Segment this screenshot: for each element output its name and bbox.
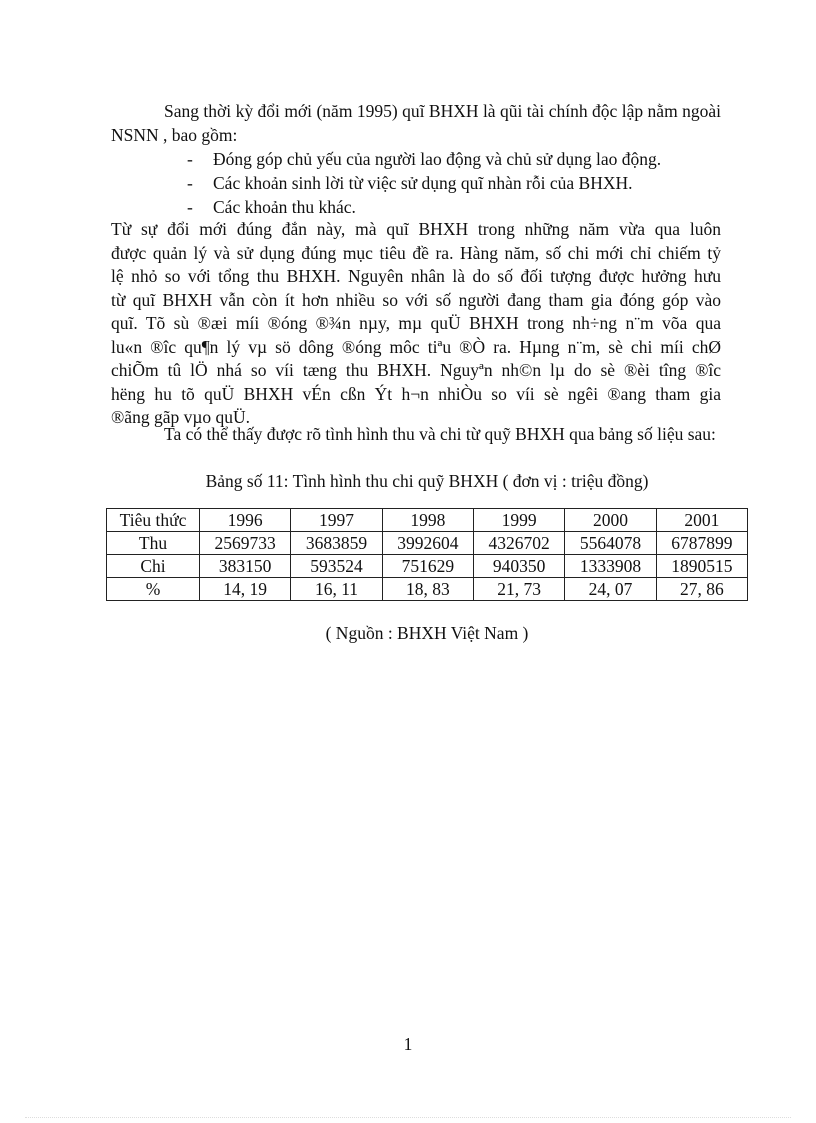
- list-marker: -: [187, 197, 193, 217]
- table-row: [107, 532, 748, 555]
- paragraph-line: được quản lý và sử dụng đúng mục tiêu đề ra. Hàng năm, số chi mới chỉ chiếm tỷ: [111, 242, 721, 263]
- table-cell: 14, 19: [200, 578, 291, 601]
- table-header-row: [107, 509, 748, 532]
- table-cell: 27, 86: [656, 578, 747, 601]
- revenue-sources-list: [187, 147, 661, 219]
- paragraph-line: chiÕm tû lÖ nhá so víi tæng thu BHXH. Nguyªn nh©n lµ do sè ®èi tîng ®îc: [111, 360, 721, 380]
- table-row: [107, 578, 748, 601]
- page-bottom-divider: [25, 1117, 791, 1118]
- table-cell: 3683859: [291, 532, 382, 555]
- list-item-text: Đóng góp chủ yếu của người lao động và chủ sử dụng lao động.: [213, 149, 662, 169]
- paragraph-line: lệ nhỏ so với tổng thu BHXH. Nguyên nhân là do số đối tượng được hưởng hưu: [111, 266, 721, 286]
- table-caption: Bảng số 11: Tình hình thu chi quỹ BHXH ( đơn vị : triệu đồng): [205, 471, 649, 491]
- table-cell: 3992604: [382, 532, 473, 555]
- paragraph-line: lu«n ®îc qu¶n lý vµ sö dông ®óng môc tiªu ®Ò ra. Hµng n¨m, sè chi míi chØ: [111, 336, 721, 357]
- list-item: [187, 171, 661, 195]
- paragraph-intro: Sang thời kỳ đổi mới (năm 1995) quĩ BHXH là qũi tài chính độc lập nằm ngoài NSNN , bao gồm:: [111, 101, 721, 145]
- table-cell: %: [107, 578, 200, 601]
- list-marker: -: [187, 173, 193, 193]
- list-item-text: Các khoản sinh lời từ việc sử dụng quĩ nhàn rỗi của BHXH.: [213, 173, 633, 193]
- list-item: [187, 195, 661, 219]
- page-number: 1: [403, 1034, 413, 1054]
- table-cell: 2569733: [200, 532, 291, 555]
- table-cell: 18, 83: [382, 578, 473, 601]
- table-cell: 593524: [291, 555, 382, 578]
- table-cell: 5564078: [565, 532, 656, 555]
- table-cell: Thu: [107, 532, 200, 555]
- revenue-expenditure-table: [106, 508, 748, 601]
- list-item-text: Các khoản thu khác.: [213, 197, 356, 217]
- table-cell: Chi: [107, 555, 200, 578]
- table-cell: 24, 07: [565, 578, 656, 601]
- table-cell: 383150: [200, 555, 291, 578]
- list-marker: -: [187, 149, 193, 169]
- paragraph-reform: [111, 218, 721, 430]
- paragraph-line: ®ãng gãp vµo quÜ.: [111, 407, 251, 427]
- table-header-cell: 2000: [565, 509, 656, 532]
- paragraph-line: Từ sự đổi mới đúng đắn này, mà quĩ BHXH trong những năm vừa qua luôn: [111, 219, 721, 239]
- paragraph-line: hëng hu tõ quÜ BHXH vÉn cßn Ýt h¬n nhiÒu so víi sè ngêi ®ang tham gia: [111, 383, 721, 404]
- table-cell: 940350: [473, 555, 564, 578]
- table-cell: 6787899: [656, 532, 747, 555]
- table-cell: 4326702: [473, 532, 564, 555]
- table-header-cell: 1997: [291, 509, 382, 532]
- list-item: [187, 147, 661, 171]
- paragraph-line: từ quĩ BHXH vẫn còn ít hơn nhiều so với số người đang tham gia đóng góp vào: [111, 289, 721, 310]
- table-cell: 16, 11: [291, 578, 382, 601]
- table-header-cell: 1999: [473, 509, 564, 532]
- table-header-cell: 1996: [200, 509, 291, 532]
- table-cell: 751629: [382, 555, 473, 578]
- table-cell: 21, 73: [473, 578, 564, 601]
- table-row: [107, 555, 748, 578]
- paragraph-table-intro: Ta có thể thấy được rõ tình hình thu và chi từ quỹ BHXH qua bảng số liệu sau:: [164, 424, 716, 444]
- table-source-note: ( Nguồn : BHXH Việt Nam ): [325, 623, 529, 643]
- table-cell: 1333908: [565, 555, 656, 578]
- table-cell: 1890515: [656, 555, 747, 578]
- table-header-cell: Tiêu thức: [107, 509, 200, 532]
- paragraph-line: quĩ. Tõ sù ®æi míi ®óng ®¾n nµy, mµ quÜ BHXH trong nh÷ng n¨m võa qua: [111, 313, 721, 333]
- table-header-cell: 2001: [656, 509, 747, 532]
- table-header-cell: 1998: [382, 509, 473, 532]
